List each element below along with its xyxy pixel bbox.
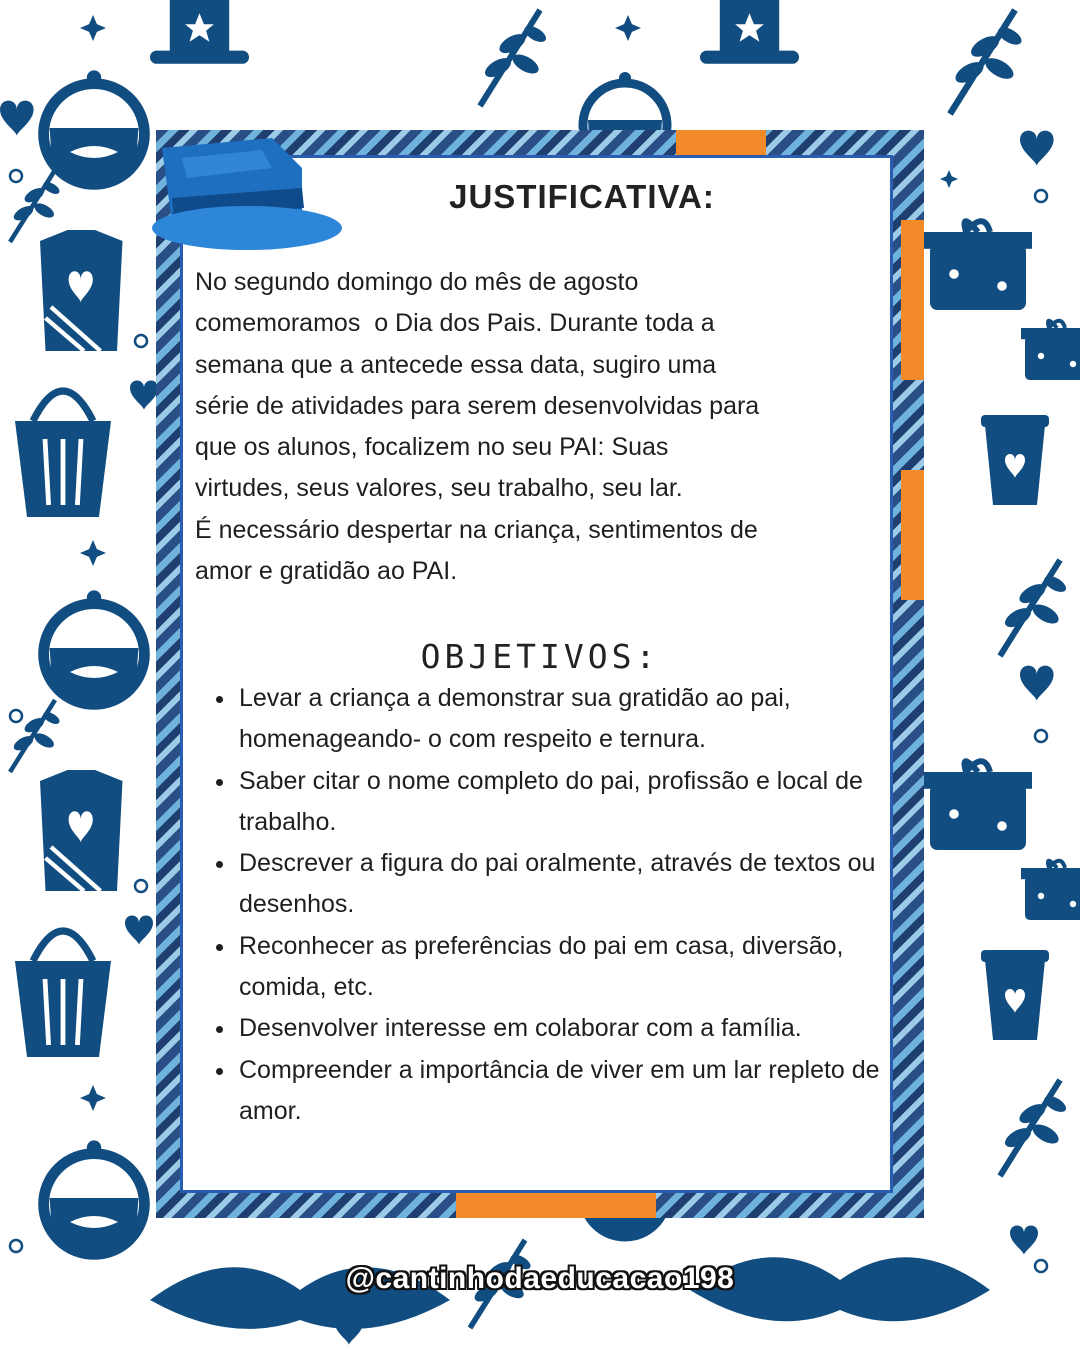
cup-icon: [981, 415, 1049, 505]
paragraph-line: amor e gratidão ao PAI.: [195, 557, 458, 586]
paragraph-line: No segundo domingo do mês de agosto: [195, 268, 639, 296]
top-hat-icon: [700, 0, 799, 64]
bucket-icon: [15, 391, 111, 517]
list-item: • Levar a criança a demonstrar sua gratidão ao pai, homenageando- o com respeito e ternura.: [237, 678, 927, 761]
paragraph-line: virtudes, seus valores, seu trabalho, seu lar.: [195, 474, 683, 503]
circle-ring-icon: [10, 170, 22, 182]
list-item: • Reconhecer as preferências do pai em casa, diversão, comida, etc.: [237, 926, 927, 1009]
gift-icon: [924, 221, 1032, 310]
justificativa-paragraph: [195, 262, 885, 592]
circle-ring-icon: [1035, 190, 1047, 202]
circle-ring-icon: [135, 880, 147, 892]
list-item: • Saber citar o nome completo do pai, profissão e local de trabalho.: [237, 761, 927, 844]
heart-icon: [130, 381, 158, 411]
star-icon: [940, 170, 958, 188]
leaf-branch-icon: [480, 10, 549, 106]
mustache-man-icon: [44, 590, 145, 704]
leaf-branch-icon: [1000, 1080, 1069, 1176]
list-item: • Compreender a importância de viver em um lar repleto de amor.: [237, 1050, 927, 1133]
paragraph-line: que os alunos, focalizem no seu PAI: Suas: [195, 433, 669, 462]
gift-icon: [924, 761, 1032, 850]
paragraph-line: comemoramos o Dia dos Pais. Durante toda a: [195, 309, 715, 338]
objetivos-list: [215, 678, 927, 1132]
heart-icon: [125, 916, 153, 946]
heart-icon: [0, 101, 34, 136]
paragraph-line: É necessário despertar na criança, sentimentos de: [195, 515, 758, 544]
circle-ring-icon: [10, 1240, 22, 1252]
shirt-tie-icon: [40, 770, 123, 891]
circle-ring-icon: [1035, 730, 1047, 742]
instagram-handle: @cantinhodaeducacao198: [345, 1262, 735, 1295]
list-item: • Descrever a figura do pai oralmente, através de textos ou desenhos.: [237, 843, 927, 926]
justificativa-title: JUSTIFICATIVA:: [449, 178, 715, 215]
shirt-tie-icon: [40, 230, 123, 351]
leaf-branch-icon: [1000, 560, 1069, 656]
gift-icon: [1021, 861, 1080, 920]
top-hat-icon: [150, 0, 249, 64]
circle-ring-icon: [10, 710, 22, 722]
bucket-icon: [15, 931, 111, 1057]
gift-icon: [1021, 321, 1080, 380]
star-icon: [80, 540, 106, 566]
mustache-man-icon: [44, 70, 145, 184]
objetivos-title: OBJETIVOS:: [420, 637, 660, 676]
cup-icon: [981, 950, 1049, 1040]
heart-icon: [1010, 1226, 1038, 1256]
star-icon: [615, 15, 641, 41]
paragraph-line: semana que a antecede essa data, sugiro uma: [195, 350, 717, 379]
heart-icon: [1020, 131, 1054, 166]
paragraph-line: série de atividades para serem desenvolvidas para: [195, 391, 760, 420]
list-item: • Desenvolver interesse em colaborar com a família.: [237, 1008, 927, 1049]
circle-ring-icon: [135, 335, 147, 347]
star-icon: [80, 1085, 106, 1111]
mustache-man-icon: [44, 1140, 145, 1254]
heart-icon: [1020, 666, 1054, 701]
leaf-branch-icon: [950, 10, 1024, 114]
star-icon: [80, 15, 106, 41]
